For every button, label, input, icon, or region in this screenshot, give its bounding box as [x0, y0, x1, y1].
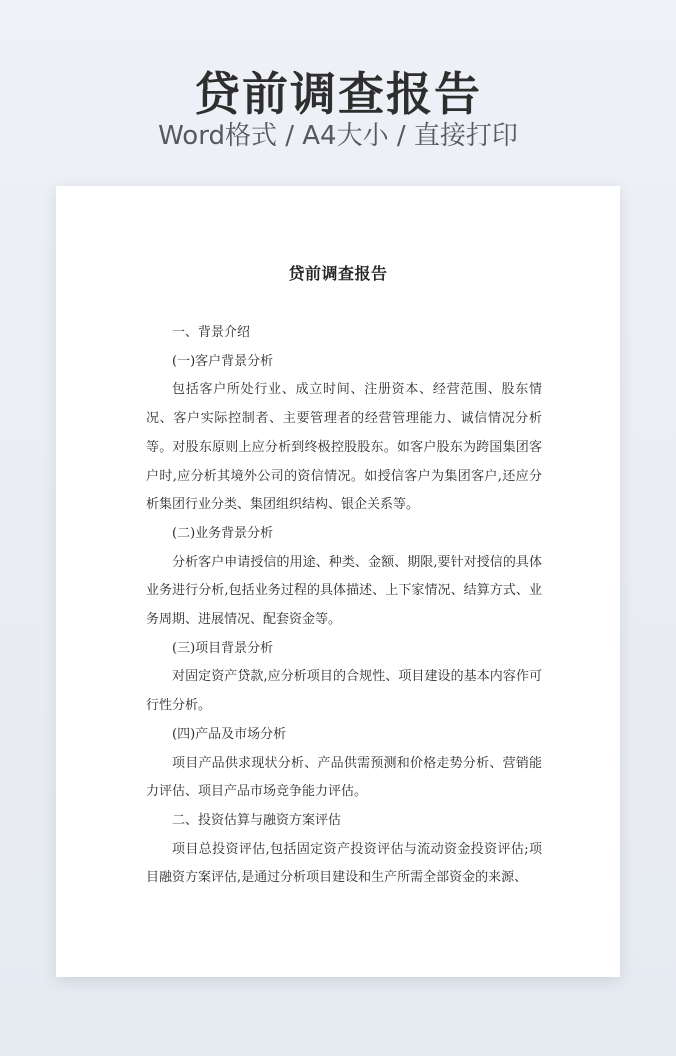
page-subtitle: Word格式 / A4大小 / 直接打印 — [158, 121, 518, 151]
paragraph: 项目产品供求现状分析、产品供需预测和价格走势分析、营销能力评估、项目产品市场竞争能力评估。 — [146, 755, 542, 800]
section-heading: 二、投资估算与融资方案评估 — [172, 812, 342, 828]
section-heading: 一、背景介绍 — [172, 325, 251, 340]
paragraph: 包括客户所处行业、成立时间、注册资本、经营范围、股东情况、客户实际控制者、主要管理者的经营管理能力、诚信情况分析等。对股东原则上应分析到终极控股股东。如客户股东为跨国集团客户时,应分析其境外公司的资信情况。如授信客户为集团客户,还应分析集团行业分类、集团组织结构、银企关系等。 — [146, 382, 542, 513]
subsection-heading: (四)产品及市场分析 — [172, 726, 287, 742]
paragraph: 分析客户申请授信的用途、种类、金额、期限,要针对授信的具体业务进行分析,包括业务过程的具体描述、上下家情况、结算方式、业务周期、进展情况、配套资金等。 — [146, 554, 542, 628]
paragraph: 项目总投资评估,包括固定资产投资评估与流动资金投资评估;项目融资方案评估,是通过分析项目建设和生产所需全部资金的来源、 — [146, 841, 542, 886]
page-title: 贷前调查报告 — [194, 67, 482, 121]
subsection-heading: (三)项目背景分析 — [172, 640, 274, 656]
document-title: 贷前调查报告 — [288, 264, 388, 283]
subsection-heading: (一)客户背景分析 — [172, 353, 274, 369]
subsection-heading: (二)业务背景分析 — [172, 525, 274, 541]
document-body — [146, 319, 542, 893]
paragraph: 对固定资产贷款,应分析项目的合规性、项目建设的基本内容作可行性分析。 — [146, 669, 542, 714]
